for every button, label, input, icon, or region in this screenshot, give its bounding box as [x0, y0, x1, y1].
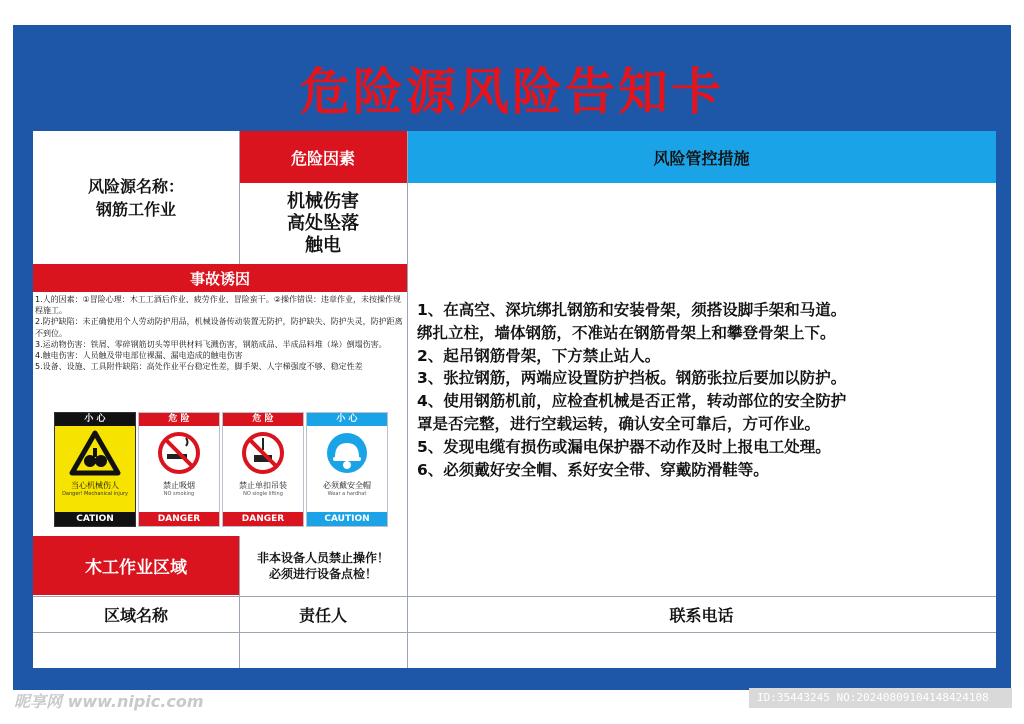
cause-item: 4.触电伤害：人员触及带电部位裸漏、漏电造成的触电伤害: [35, 351, 243, 361]
sign-footer: CAUTION: [307, 512, 387, 526]
cause-item: 2.防护缺陷：未正确使用个人劳动防护用品，机械设备传动装置无防护，防护缺失、防护失灵，防护距离不到位。: [35, 317, 403, 338]
grid-line: [33, 596, 996, 597]
sign-label: 禁止吸烟: [163, 481, 195, 490]
sign-header: 小 心: [55, 413, 135, 426]
no-single-lifting-icon: [223, 426, 303, 480]
watermark-id: ID:35443245 NO:20240809104148424108: [749, 688, 1012, 708]
control-measures-list: [417, 299, 992, 481]
sign-no-smoking: [138, 412, 220, 527]
no-smoking-icon: [139, 426, 219, 480]
measure-item: 3、张拉钢筋，两端应设置防护挡板。钢筋张拉后要加以防护。: [417, 369, 847, 388]
mechanical-injury-warning-icon: [55, 426, 135, 480]
sign-mechanical-injury: [54, 412, 136, 527]
info-board: [33, 131, 996, 668]
sign-subtitle: Wear a hardhat: [327, 491, 367, 497]
risk-source-name: 钢筋工作业: [95, 199, 176, 219]
measure-item: 罩是否完整，进行空载运转，确认安全可靠后，方可作业。: [417, 414, 821, 433]
measure-item: 6、必须戴好安全帽、系好安全带、穿戴防滑鞋等。: [417, 460, 769, 479]
sign-header: 小 心: [307, 413, 387, 426]
sign-footer: DANGER: [139, 512, 219, 526]
zone-warning: [239, 536, 407, 595]
hazard-header: 危险因素: [239, 131, 407, 183]
col-area-name: 区域名称: [103, 606, 168, 625]
measure-item: 5、发现电缆有损伤或漏电保护器不动作及时上报电工处理。: [417, 437, 831, 456]
grid-line: [239, 536, 240, 668]
measure-item: 绑扎立柱，墙体钢筋，不准站在钢筋骨架上和攀登骨架上下。: [417, 323, 836, 342]
measure-item: 4、使用钢筋机前，应检查机械是否正常，转动部位的安全防护: [417, 392, 847, 411]
sign-footer: DANGER: [223, 512, 303, 526]
hazard-list: [239, 183, 407, 264]
hazard-item: 高处坠落: [287, 212, 359, 234]
cause-item: 3.运动物伤害：铁屑、零碎钢筋切头等甲供材料飞溅伤害，钢筋成品、半成品料堆（垛）倒塌伤害。: [35, 339, 387, 349]
hazard-item: 机械伤害: [287, 190, 359, 212]
col-contact-phone: 联系电话: [669, 606, 734, 625]
zone-warning-line: 必须进行设备点检！: [268, 566, 377, 581]
risk-source: [33, 131, 239, 264]
sign-subtitle: NO single lifting: [243, 491, 283, 497]
sign-header: 危 险: [223, 413, 303, 426]
grid-line: [33, 632, 996, 633]
sign-wear-hardhat: [306, 412, 388, 527]
sign-subtitle: NO smoking: [163, 491, 195, 497]
sign-footer: CATION: [55, 512, 135, 526]
sign-label: 当心机械伤人: [71, 481, 119, 490]
sign-header: 危 险: [139, 413, 219, 426]
zone-label: 木工作业区域: [33, 536, 239, 595]
measure-item: 1、在高空、深坑绑扎钢筋和安装骨架，须搭设脚手架和马道。: [417, 301, 847, 319]
sign-subtitle: Danger! Mechanical injury: [62, 491, 128, 497]
hazard-item: 触电: [305, 234, 341, 256]
cause-item: 1.人的因素：①冒险心理：木工工酒后作业、疲劳作业、冒险蛮干。②操作错误：违章作业，未按操作规程施工。: [35, 295, 401, 316]
hardhat-icon: [307, 426, 387, 480]
watermark-brand: 昵享网 www.nipic.com: [14, 692, 204, 711]
risk-source-label: 风险源名称：: [87, 176, 184, 196]
grid-line: [407, 131, 408, 668]
page-title: 危险源风险告知卡: [300, 63, 724, 121]
sign-label: 必须戴安全帽: [323, 481, 371, 490]
grid-line: [239, 131, 240, 264]
sign-label: 禁止单扣吊装: [239, 481, 287, 490]
cause-item: 5.设备、设施、工具附件缺陷：高处作业平台稳定性差，脚手架、人字梯强度不够、稳定性差: [35, 362, 363, 372]
control-measures-header: 风险管控措施: [407, 131, 996, 183]
sign-no-single-lifting: [222, 412, 304, 527]
accident-cause-list: [33, 294, 406, 372]
col-responsible-person: 责任人: [298, 606, 347, 625]
accident-cause-header: 事故诱因: [33, 264, 407, 292]
zone-warning-line: 非本设备人员禁止操作！: [256, 550, 389, 565]
measure-item: 2、起吊钢筋骨架，下方禁止站人。: [417, 346, 661, 365]
